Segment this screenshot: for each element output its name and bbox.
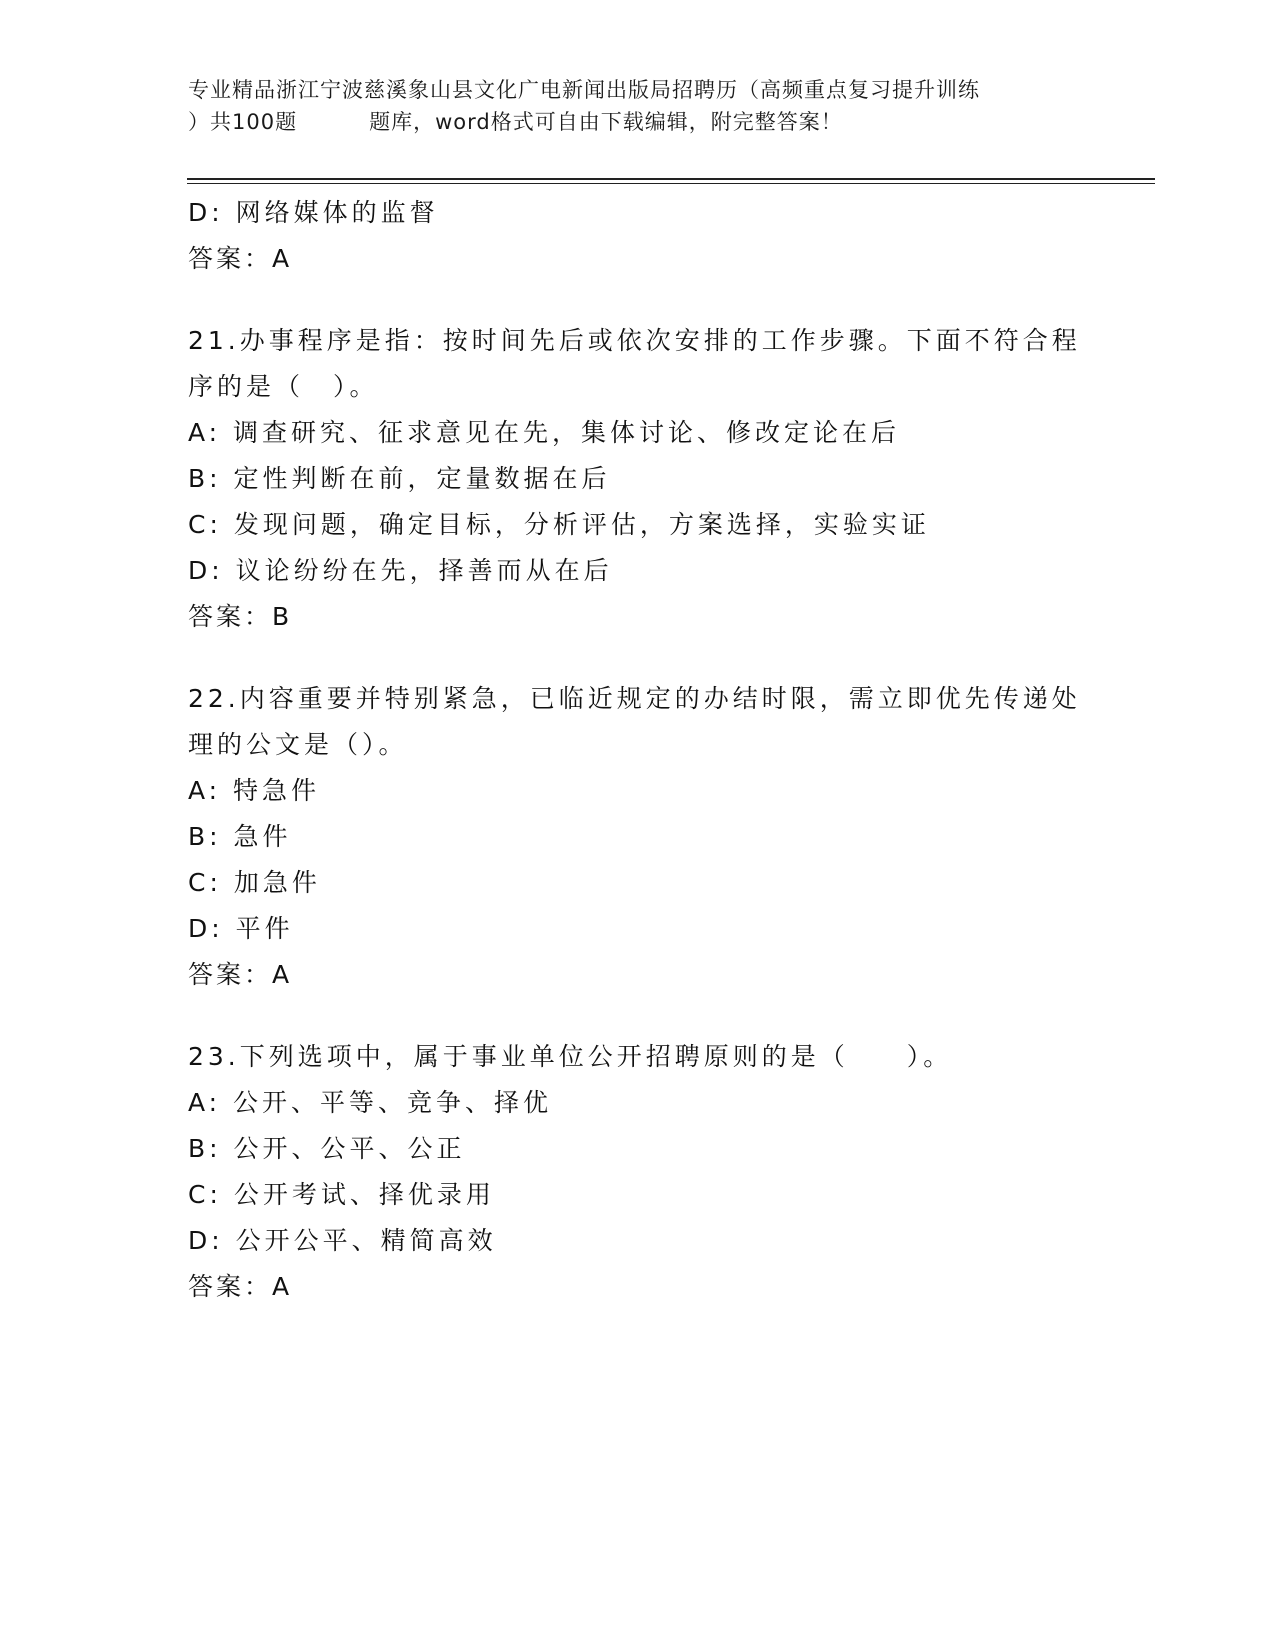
- option-a: A: 调查研究、征求意见在先，集体讨论、修改定论在后: [188, 418, 901, 447]
- option-b: B: 公开、公平、公正: [188, 1134, 466, 1163]
- option-c: C: 公开考试、择优录用: [188, 1180, 495, 1209]
- option-d: D: 平件: [188, 914, 294, 943]
- answer-line: 答案：A: [188, 1272, 293, 1301]
- question-stem: 22.内容重要并特别紧急，已临近规定的办结时限，需立即优先传递处: [188, 684, 1081, 713]
- option-a: A: 公开、平等、竞争、择优: [188, 1088, 553, 1117]
- question-21: [188, 318, 1088, 410]
- option-c: C: 发现问题，确定目标，分析评估，方案选择，实验实证: [188, 510, 930, 539]
- header-divider-thick: [187, 178, 1155, 180]
- option-c: C: 加急件: [188, 868, 321, 897]
- option-d: D: 公开公平、精简高效: [188, 1226, 497, 1255]
- header-title-line-2-part-1: ）共100题: [188, 110, 298, 134]
- header-title-line-2-part-2: 题库，word格式可自由下载编辑，附完整答案！: [369, 110, 843, 134]
- option-d: D: 议论纷纷在先，择善而从在后: [188, 556, 613, 585]
- header-title-line-2: [188, 106, 1088, 138]
- question-stem: 21.办事程序是指：按时间先后或依次安排的工作步骤。下面不符合程: [188, 326, 1081, 355]
- answer-line: 答案：A: [188, 960, 293, 989]
- answer-line: 答案：B: [188, 602, 293, 631]
- option-a: A: 特急件: [188, 776, 321, 805]
- header-title-line-1: 专业精品浙江宁波慈溪象山县文化广电新闻出版局招聘历（高频重点复习提升训练: [188, 78, 980, 102]
- answer-line: 答案：A: [188, 244, 293, 273]
- question-stem-continued: 序的是（ ）。: [188, 372, 379, 401]
- question-stem: 23.下列选项中，属于事业单位公开招聘原则的是（ ）。: [188, 1042, 953, 1071]
- option-b: B: 定性判断在前，定量数据在后: [188, 464, 611, 493]
- option-d: D: 网络媒体的监督: [188, 198, 439, 227]
- header-divider-thin: [187, 183, 1155, 184]
- option-b: B: 急件: [188, 822, 292, 851]
- question-22: [188, 676, 1088, 768]
- question-stem-continued: 理的公文是（）。: [188, 730, 408, 759]
- question-23: [188, 1034, 1088, 1080]
- question-content: [188, 190, 1088, 1310]
- page-header: [188, 74, 1088, 138]
